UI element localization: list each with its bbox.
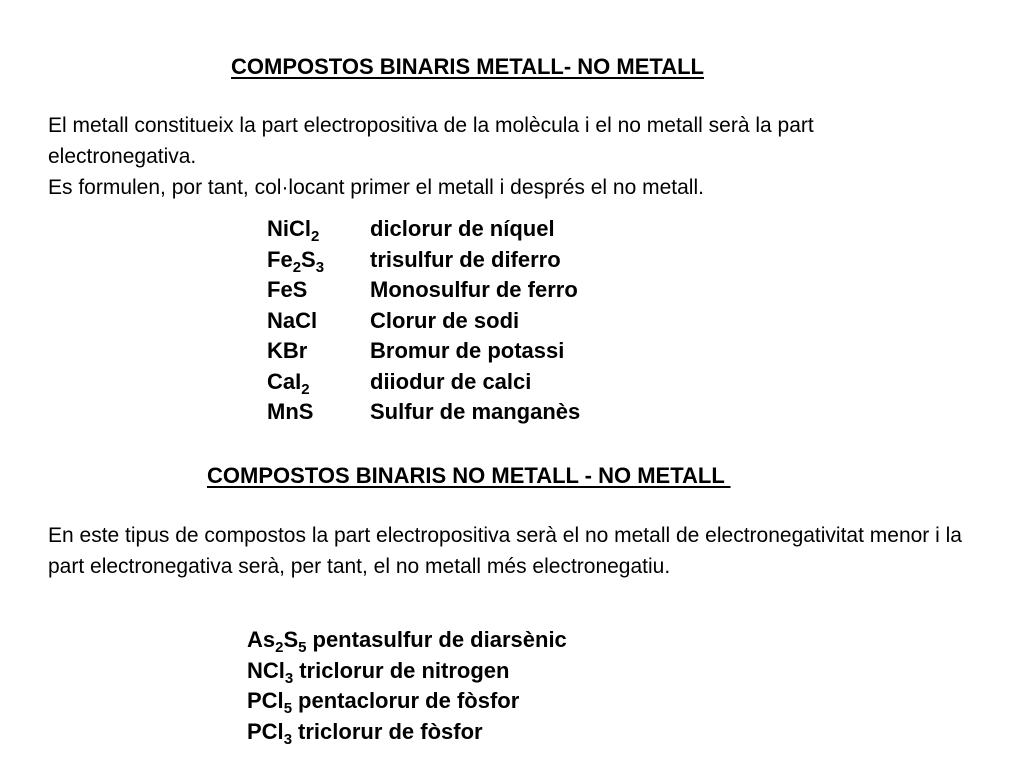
- compound-name: trisulfur de diferro: [370, 246, 561, 272]
- compound-name: pentasulfur de diarsènic: [312, 627, 567, 652]
- nonmetal-nonmetal-compound-list: [247, 625, 567, 747]
- compound-name: Sulfur de manganès: [370, 399, 581, 424]
- formula-element: S: [301, 246, 316, 272]
- formula-element: PCl: [247, 688, 284, 713]
- formula-element: NCl: [247, 657, 285, 683]
- compound-name: Monosulfur de ferro: [370, 277, 578, 302]
- formula-subscript: 3: [284, 669, 294, 687]
- section-1-paragraph: Es formulen, por tant, col·locant primer el metall i després el no metall.: [48, 176, 704, 199]
- formula-subscript: 3: [315, 258, 325, 276]
- formula-subscript: 2: [301, 380, 310, 398]
- compound-formula: [267, 367, 370, 398]
- metal-nonmetal-compound-list: [267, 214, 580, 428]
- compound-name: triclorur de nitrogen: [299, 657, 510, 683]
- compound-formula: [267, 336, 370, 367]
- compound-row: [267, 214, 580, 245]
- formula-subscript: 2: [311, 228, 320, 245]
- compound-row: [267, 336, 580, 367]
- formula-element: S: [283, 627, 299, 652]
- formula-element: As: [247, 627, 276, 652]
- compound-formula: [247, 656, 293, 687]
- formula-subscript: 2: [275, 639, 284, 656]
- formula-element: FeS: [267, 277, 308, 302]
- section-1-paragraph: El metall constitueix la part electropositiva de la molècula i el no metall serà la part electronegativa.: [48, 114, 814, 168]
- compound-formula: [267, 306, 370, 337]
- formula-subscript: 3: [283, 730, 293, 748]
- compound-row: [267, 306, 580, 337]
- compound-row: [247, 656, 567, 687]
- compound-formula: [267, 397, 370, 428]
- formula-subscript: 5: [298, 639, 307, 656]
- formula-element: PCl: [247, 718, 284, 744]
- compound-row: [267, 275, 580, 306]
- compound-formula: [247, 625, 307, 656]
- compound-row: [267, 245, 580, 276]
- compound-formula: [247, 717, 292, 748]
- compound-name: triclorur de fòsfor: [298, 718, 483, 744]
- formula-element: KBr: [267, 338, 308, 363]
- compound-formula: [267, 275, 370, 306]
- section-2-description: [48, 520, 978, 582]
- formula-subscript: 5: [283, 700, 293, 717]
- formula-element: NiCl: [267, 216, 311, 241]
- compound-name: diclorur de níquel: [370, 216, 555, 241]
- compound-row: [247, 625, 567, 656]
- section-1-description: [48, 110, 948, 203]
- compound-formula: [247, 686, 292, 717]
- compound-name: diiodur de calci: [370, 368, 532, 394]
- compound-row: [267, 367, 580, 398]
- section-2-heading: COMPOSTOS BINARIS NO METALL - NO METALL: [207, 463, 731, 488]
- compound-row: [247, 717, 567, 748]
- section-1-heading: COMPOSTOS BINARIS METALL- NO METALL: [231, 54, 704, 79]
- formula-element: Fe: [267, 246, 293, 272]
- compound-formula: [267, 214, 370, 245]
- section-2-paragraph: En este tipus de compostos la part electropositiva serà el no metall de electronegativitat menor i la part electronegativa serà, per tant, el no metall més electronegatiu.: [48, 524, 962, 578]
- compound-name: pentaclorur de fòsfor: [298, 688, 520, 713]
- formula-subscript: 2: [292, 258, 302, 276]
- formula-element: CaI: [267, 368, 302, 394]
- compound-row: [247, 686, 567, 717]
- formula-element: MnS: [267, 399, 314, 424]
- compound-row: [267, 397, 580, 428]
- compound-name: Bromur de potassi: [370, 338, 565, 363]
- formula-element: NaCl: [267, 307, 318, 333]
- compound-formula: [267, 245, 370, 276]
- compound-name: Clorur de sodi: [370, 307, 520, 333]
